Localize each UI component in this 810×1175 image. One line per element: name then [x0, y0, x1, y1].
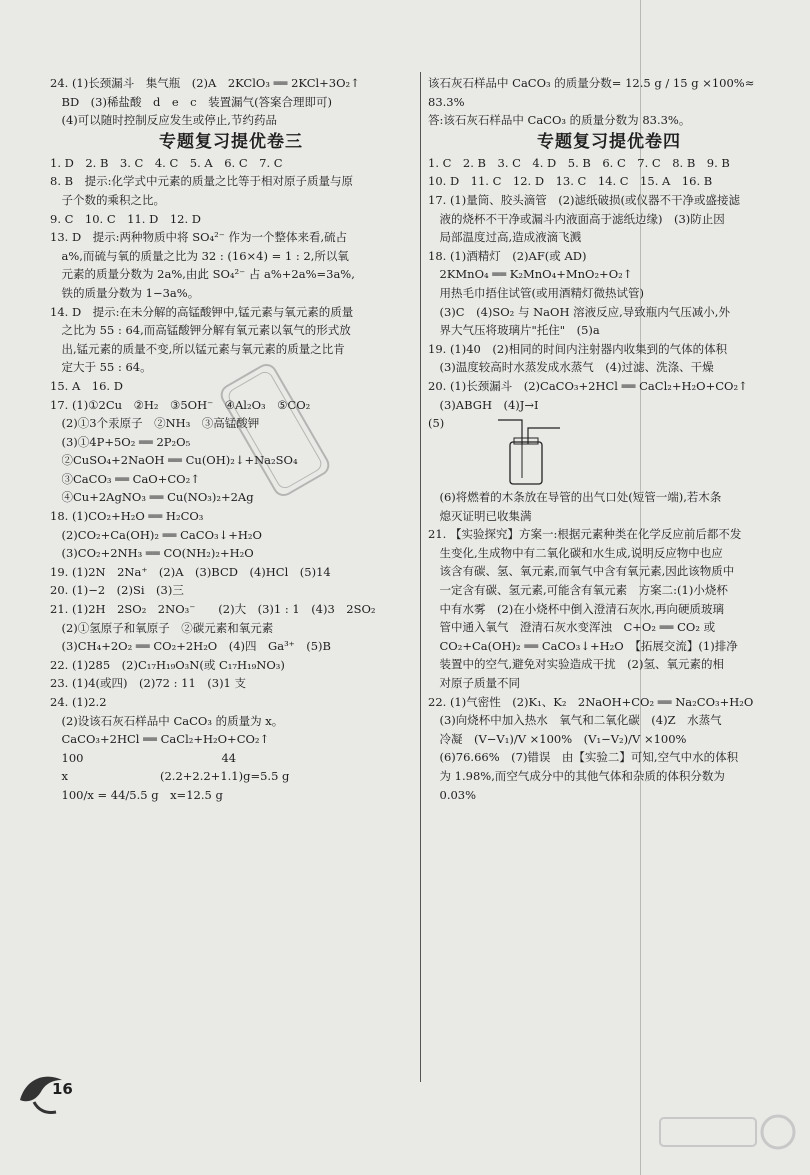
answer-line: (3)向烧杯中加入热水 氧气和二氧化碳 (4)Z 水蒸气	[428, 713, 722, 728]
answer-line: 2KMnO₄ ══ K₂MnO₄+MnO₂+O₂↑	[428, 267, 633, 282]
answer-line: 21. 【实验探究】方案一:根据元素种类在化学反应前后都不发	[428, 527, 742, 542]
answer-line: 界大气压将玻璃片"托住" (5)a	[428, 323, 600, 338]
answer-line: 100/x = 44/5.5 g x=12.5 g	[50, 787, 223, 802]
answer-line: 该含有碳、氢、氧元素,而氧气中含有氧元素,因此该物质中	[428, 564, 735, 579]
answer-line: (6)将燃着的木条放在导管的出气口处(短管一端),若木条	[428, 490, 722, 505]
heading-review-4: 专题复习提优卷四	[537, 131, 681, 152]
answer-line: 液的烧杯不干净或漏斗内液面高于滤纸边缘) (3)防止因	[428, 211, 725, 226]
answer-line: 1. C 2. B 3. C 4. D 5. B 6. C 7. C 8. B 9. B	[428, 155, 730, 170]
answer-line: 局部温度过高,造成液滴飞溅	[428, 230, 582, 245]
answer-line: x (2.2+2.2+1.1)g=5.5 g	[50, 769, 290, 784]
answer-line: 冷凝 (V−V₁)/V ×100% (V₁−V₂)/V ×100%	[428, 731, 687, 746]
answer-line: (2)CO₂+Ca(OH)₂ ══ CaCO₃↓+H₂O	[50, 527, 262, 542]
answer-line: 为 1.98%,而空气成分中的其他气体和杂质的体积分数为	[428, 769, 725, 783]
answer-line: CO₂+Ca(OH)₂ ══ CaCO₃↓+H₂O 【拓展交流】(1)排净	[428, 638, 738, 653]
heading-review-3: 专题复习提优卷三	[159, 131, 303, 152]
answer-line: (2)①氢原子和氧原子 ②碳元素和氧元素	[50, 620, 274, 635]
answer-line: 熄灭证明已收集满	[428, 508, 532, 523]
answer-line: 定大于 55 : 64。	[50, 360, 152, 375]
watermark-stamp	[215, 360, 335, 500]
answer-line: ②CuSO₄+2NaOH ══ Cu(OH)₂↓+Na₂SO₄	[50, 453, 298, 468]
answer-line: 21. (1)2H 2SO₂ 2NO₃⁻ (2)大 (3)1 : 1 (4)3 2SO₂	[50, 602, 376, 617]
answer-line: 100 44	[50, 750, 237, 765]
site-watermark-logo	[650, 1110, 800, 1170]
right-column	[428, 74, 790, 804]
answer-line: 元素的质量分数为 2a%,由此 SO₄²⁻ 占 a%+2a%=3a%,	[50, 267, 355, 282]
answer-line: 15. A 16. D	[50, 378, 123, 393]
answer-line: 答:该石灰石样品中 CaCO₃ 的质量分数为 83.3%。	[428, 113, 691, 128]
answer-line: 19. (1)40 (2)相同的时间内注射器内收集到的气体的体积	[428, 341, 728, 356]
answer-line: a%,而硫与氧的质量之比为 32 : (16×4) = 1 : 2,所以氧	[50, 248, 349, 263]
answer-line: 之比为 55 : 64,而高锰酸钾分解有氧元素以氧气的形式放	[50, 323, 351, 338]
right-top-lines	[428, 74, 790, 130]
answer-line: 该石灰石样品中 CaCO₃ 的质量分数= 12.5 g / 15 g ×100%≈	[428, 76, 755, 90]
answer-line: 9. C 10. C 11. D 12. D	[50, 211, 201, 226]
answer-line: 用热毛巾捂住试管(或用酒精灯微热试管)	[428, 285, 644, 300]
answer-line: (2)设该石灰石样品中 CaCO₃ 的质量为 x。	[50, 713, 284, 728]
answer-line: 22. (1)285 (2)C₁₇H₁₉O₃N(或 C₁₇H₁₉NO₃)	[50, 657, 285, 672]
answer-line: ④Cu+2AgNO₃ ══ Cu(NO₃)₂+2Ag	[50, 490, 254, 505]
answer-line: (3)CH₄+2O₂ ══ CO₂+2H₂O (4)四 Ga³⁺ (5)B	[50, 639, 331, 654]
answer-line: 19. (1)2N 2Na⁺ (2)A (3)BCD (4)HCl (5)14	[50, 564, 331, 579]
answer-line: CaCO₃+2HCl ══ CaCl₂+H₂O+CO₂↑	[50, 732, 270, 747]
answer-line: 17. (1)量筒、胶头滴管 (2)滤纸破损(或仪器不干净或盛接滤	[428, 192, 741, 207]
right-answer-lines-bottom	[428, 488, 790, 804]
answer-line: 对原子质量不同	[428, 676, 520, 691]
answer-line: (2)①3个汞原子 ②NH₃ ③高锰酸钾	[50, 416, 260, 431]
apparatus-label: (5)	[428, 416, 445, 431]
answer-line: 18. (1)CO₂+H₂O ══ H₂CO₃	[50, 509, 204, 524]
answer-line: ③CaCO₃ ══ CaO+CO₂↑	[50, 471, 200, 486]
answer-line: 管中通入氧气 澄清石灰水变浑浊 C+O₂ ══ CO₂ 或	[428, 620, 716, 635]
answer-line: 装置中的空气,避免对实验造成干扰 (2)氢、氧元素的相	[428, 657, 724, 672]
answer-line: 24. (1)2.2	[50, 695, 107, 709]
answer-line: 铁的质量分数为 1−3a%。	[50, 285, 200, 300]
answer-line: BD (3)稀盐酸 d e c 装置漏气(答案合理即可)	[50, 94, 333, 109]
answer-line: 24. (1)长颈漏斗 集气瓶 (2)A 2KClO₃ ══ 2KCl+3O₂↑	[50, 76, 360, 90]
answer-line: (4)可以随时控制反应发生或停止,节约药品	[50, 113, 277, 128]
answer-line: 10. D 11. C 12. D 13. C 14. C 15. A 16. B	[428, 174, 713, 189]
answer-line: (6)76.66% (7)错误 由【实验二】可知,空气中水的体积	[428, 750, 739, 765]
answer-line: 子个数的乘积之比。	[50, 192, 165, 207]
answer-line: 14. D 提示:在未分解的高锰酸钾中,锰元素与氧元素的质量	[50, 304, 354, 319]
answer-line: 0.03%	[428, 787, 477, 802]
answer-line: (3)ABGH (4)J→I	[428, 397, 539, 412]
answer-line: 8. B 提示:化学式中元素的质量之比等于相对原子质量与原	[50, 174, 353, 189]
answer-line: (3)①4P+5O₂ ══ 2P₂O₅	[50, 434, 191, 449]
answer-line: 83.3%	[428, 94, 465, 109]
answer-line: 20. (1)长颈漏斗 (2)CaCO₃+2HCl ══ CaCl₂+H₂O+CO₂↑	[428, 378, 748, 393]
answer-line: 出,锰元素的质量不变,所以锰元素与氧元素的质量之比肯	[50, 341, 345, 356]
column-divider	[420, 72, 421, 1082]
answer-line: 20. (1)−2 (2)Si (3)三	[50, 583, 184, 598]
answer-line: 22. (1)气密性 (2)K₁、K₂ 2NaOH+CO₂ ══ Na₂CO₃+H₂O	[428, 694, 754, 709]
answer-line: (3)温度较高时水蒸发成水蒸气 (4)过滤、洗涤、干燥	[428, 360, 714, 375]
right-answer-lines	[428, 154, 790, 414]
answer-line: 18. (1)酒精灯 (2)AF(或 AD)	[428, 248, 587, 263]
answer-line: 23. (1)4(或四) (2)72 : 11 (3)1 支	[50, 676, 247, 691]
answer-line: 1. D 2. B 3. C 4. C 5. A 6. C 7. C	[50, 155, 283, 170]
answer-line: 17. (1)①2Cu ②H₂ ③5OH⁻ ④Al₂O₃ ⑤CO₂	[50, 397, 311, 412]
gas-collection-apparatus	[428, 414, 790, 488]
answer-line: 一定含有碳、氢元素,可能含有氧元素 方案二:(1)小烧杯	[428, 583, 728, 598]
left-top-lines	[50, 74, 412, 130]
answer-line: 13. D 提示:两种物质中将 SO₄²⁻ 作为一个整体来看,硫占	[50, 230, 348, 245]
answer-line: 生变化,生成物中有二氧化碳和水生成,说明反应物中也应	[428, 545, 723, 560]
answer-line: (3)CO₂+2NH₃ ══ CO(NH₂)₂+H₂O	[50, 546, 254, 561]
answer-line: (3)C (4)SO₂ 与 NaOH 溶液反应,导致瓶内气压减小,外	[428, 304, 730, 319]
answer-line: 中有水雾 (2)在小烧杯中倒入澄清石灰水,再向硬质玻璃	[428, 601, 724, 616]
page-number: 16	[52, 1080, 73, 1098]
gas-bottle-diagram	[488, 414, 578, 488]
